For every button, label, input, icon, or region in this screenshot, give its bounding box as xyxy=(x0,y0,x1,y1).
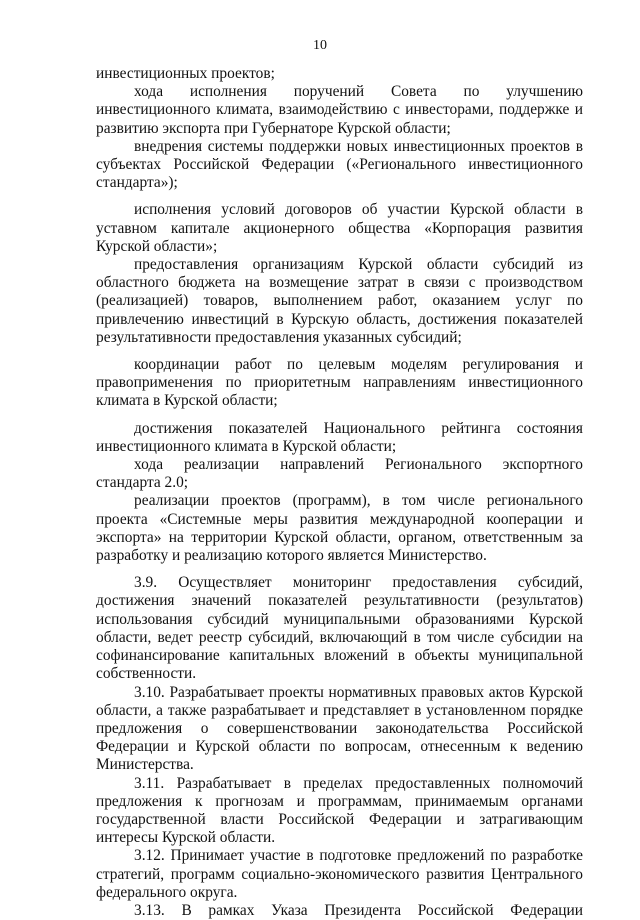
paragraph-3: внедрения системы поддержки новых инвестиционных проектов в субъектах Российской Федерации («Регионального инвестиционного стандарта»); xyxy=(96,137,583,192)
paragraph-5: предоставления организациям Курской области субсидий из областного бюджета на возмещение затрат в связи с производством (реализацией) товаров, выполнением работ, оказанием услуг по привлечению инвестиций в Курскую область, достижения показателей результативности предоставления указанных субсидий; xyxy=(96,256,583,346)
paragraph-6: координации работ по целевым моделям регулирования и правоприменения по приоритетным направлениям инвестиционного климата в Курской области; xyxy=(96,356,583,410)
paragraph-1: инвестиционных проектов; xyxy=(96,65,275,82)
paragraph-8: хода реализации направлений Регионального экспортного стандарта 2.0; xyxy=(96,456,583,492)
paragraph-4: исполнения условий договоров об участии Курской области в уставном капитале акционерного общества «Корпорация развития Курской области»; xyxy=(96,201,583,255)
paragraph-2: хода исполнения поручений Совета по улучшению инвестиционного климата, взаимодействию с инвесторами, поддержке и развитию экспорта при Губернаторе Курской области; xyxy=(96,83,583,137)
paragraph-9: реализации проектов (программ), в том числе регионального проекта «Системные меры развития международной кооперации и экспорта» на территории Курской области, органом, ответственным за разработку и реализацию которого является Министерство. xyxy=(96,492,583,565)
paragraph-3-12: 3.12. Принимает участие в подготовке предложений по разработке стратегий, программ социально-экономического развития Центрального федерального округа. xyxy=(96,847,583,901)
paragraph-3-13: 3.13. В рамках Указа Президента Российской Федерации xyxy=(134,901,583,919)
paragraph-3-9: 3.9. Осуществляет мониторинг предоставления субсидий, достижения значений показателей результативности (результатов) использования субсидий муниципальными образованиями Курской области, ведет реестр субсидий, включающий в том числе субсидии на софинансирование капитальных вложений в объекты муниципальной собственности. xyxy=(96,574,583,683)
paragraph-3-11: 3.11. Разрабатывает в пределах предоставленных полномочий предложения к прогнозам и программам, принимаемым органами государственной власти Российской Федерации и затрагивающим интересы Курской области. xyxy=(96,774,583,847)
paragraph-3-10: 3.10. Разрабатывает проекты нормативных правовых актов Курской области, а также разрабатывает и представляет в установленном порядке предложения о совершенствовании законодательства Российской Федерации и Курской области по вопросам, отнесенным к ведению Министерства. xyxy=(96,683,583,774)
document-body xyxy=(96,65,583,920)
paragraph-7: достижения показателей Национального рейтинга состояния инвестиционного климата в Курской области; xyxy=(96,419,583,455)
page-number: 10 xyxy=(313,38,327,53)
